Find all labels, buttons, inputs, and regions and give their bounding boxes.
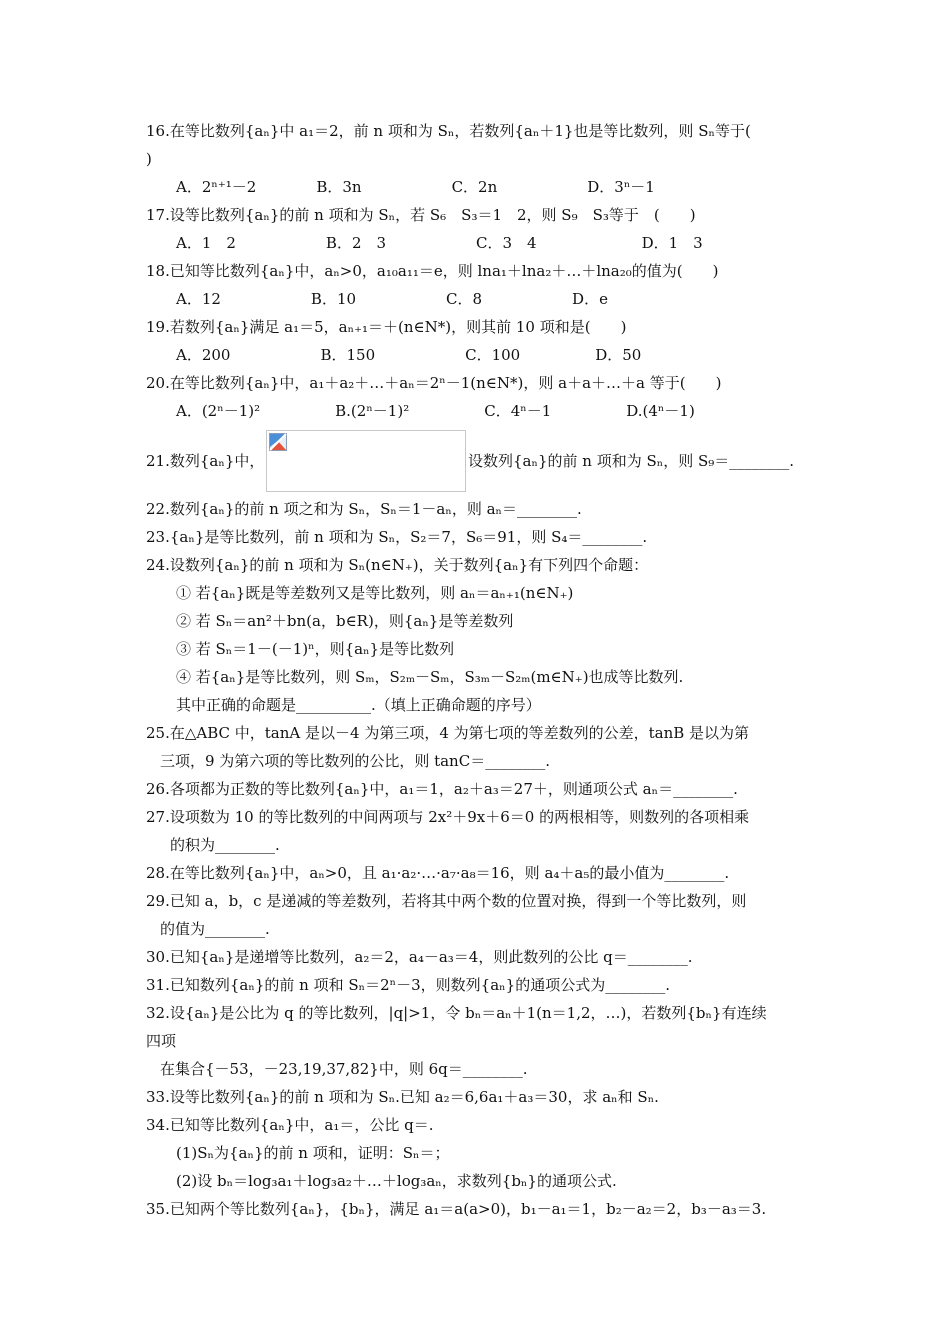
line-32-cont-1: 四项 xyxy=(146,1032,177,1050)
line-31: 31.已知数列{aₙ}的前 n 项和 Sₙ＝2ⁿ－3，则数列{aₙ}的通项公式为________. xyxy=(146,976,670,994)
line-17: 17.设等比数列{aₙ}的前 n 项和为 Sₙ，若 S₆ S₃＝1 2，则 S₉ S₃等于 ( ) xyxy=(146,206,696,224)
broken-image-icon xyxy=(269,433,287,451)
line-18: 18.已知等比数列{aₙ}中，aₙ>0，a₁₀a₁₁＝e，则 lna₁＋lna₂＋…＋lna₂₀的值为( ) xyxy=(146,262,719,280)
line-26: 26.各项都为正数的等比数列{aₙ}中，a₁＝1，a₂＋a₃＝27＋，则通项公式 aₙ＝________. xyxy=(146,780,738,798)
line-20-options: A．(2ⁿ－1)² B.(2ⁿ－1)² C．4ⁿ－1 D.(4ⁿ－1) xyxy=(176,402,695,420)
line-27: 27.设项数为 10 的等比数列的中间两项与 2x²＋9x＋6＝0 的两根相等，则数列的各项相乘 xyxy=(146,808,750,826)
line-23: 23.{aₙ}是等比数列，前 n 项和为 Sₙ，S₂＝7，S₆＝91，则 S₄＝________. xyxy=(146,528,648,546)
line-29: 29.已知 a，b，c 是递减的等差数列，若将其中两个数的位置对换，得到一个等比数列，则 xyxy=(146,892,747,910)
line-19-options: A．200 B．150 C．100 D．50 xyxy=(176,346,642,364)
line-29-cont: 的值为________. xyxy=(160,920,270,938)
formula-image-placeholder xyxy=(266,430,466,492)
line-30: 30.已知{aₙ}是递增等比数列，a₂＝2，a₄－a₃＝4，则此数列的公比 q＝________. xyxy=(146,948,693,966)
line-24-answer: 其中正确的命题是__________.（填上正确命题的序号） xyxy=(176,696,541,714)
line-35: 35.已知两个等比数列{aₙ}，{bₙ}，满足 a₁＝a(a>0)，b₁－a₁＝1，b₂－a₂＝2，b₃－a₃＝3. xyxy=(146,1200,767,1218)
line-34-part-2: (2)设 bₙ＝log₃a₁＋log₃a₂＋…＋log₃aₙ，求数列{bₙ}的通项公式. xyxy=(176,1172,617,1190)
line-21-end: 设数列{aₙ}的前 n 项和为 Sₙ，则 S₉＝________. xyxy=(468,452,795,470)
line-33: 33.设等比数列{aₙ}的前 n 项和为 Sₙ.已知 a₂＝6,6a₁＋a₃＝30，求 aₙ和 Sₙ. xyxy=(146,1088,659,1106)
line-24-prop-3: ③ 若 Sₙ＝1－(－1)ⁿ，则{aₙ}是等比数列 xyxy=(176,640,455,658)
line-18-options: A．12 B．10 C．8 D．e xyxy=(176,290,608,308)
line-21-start: 21.数列{aₙ}中， xyxy=(146,452,265,470)
line-16-cont: ) xyxy=(146,150,152,168)
line-20: 20.在等比数列{aₙ}中，a₁＋a₂＋…＋aₙ＝2ⁿ－1(n∈N*)，则 a＋a＋…＋a 等于( ) xyxy=(146,374,722,392)
line-25: 25.在△ABC 中，tanA 是以－4 为第三项，4 为第七项的等差数列的公差，tanB 是以为第 xyxy=(146,724,750,742)
line-19: 19.若数列{aₙ}满足 a₁＝5，aₙ₊₁＝＋(n∈N*)，则其前 10 项和是( ) xyxy=(146,318,627,336)
line-22: 22.数列{aₙ}的前 n 项之和为 Sₙ，Sₙ＝1－aₙ，则 aₙ＝________. xyxy=(146,500,582,518)
line-24-prop-4: ④ 若{aₙ}是等比数列，则 Sₘ，S₂ₘ－Sₘ，S₃ₘ－S₂ₘ(m∈N₊)也成等比数列. xyxy=(176,668,684,686)
line-24: 24.设数列{aₙ}的前 n 项和为 Sₙ(n∈N₊)，关于数列{aₙ}有下列四个命题： xyxy=(146,556,649,574)
line-24-prop-2: ② 若 Sₙ＝an²＋bn(a，b∈R)，则{aₙ}是等差数列 xyxy=(176,612,514,630)
line-16-options: A．2ⁿ⁺¹－2 B．3n C．2n D．3ⁿ－1 xyxy=(176,178,655,196)
line-32-cont-2: 在集合{－53，－23,19,37,82}中，则 6q＝________. xyxy=(160,1060,528,1078)
line-32: 32.设{aₙ}是公比为 q 的等比数列，|q|>1，令 bₙ＝aₙ＋1(n＝1,2，…)，若数列{bₙ}有连续 xyxy=(146,1004,767,1022)
line-27-cont: 的积为________. xyxy=(170,836,280,854)
line-34: 34.已知等比数列{aₙ}中，a₁＝，公比 q＝. xyxy=(146,1116,434,1134)
line-17-options: A．1 2 B．2 3 C．3 4 D．1 3 xyxy=(176,234,703,252)
line-34-part-1: (1)Sₙ为{aₙ}的前 n 项和，证明：Sₙ＝； xyxy=(176,1144,450,1162)
line-25-cont: 三项，9 为第六项的等比数列的公比，则 tanC＝________. xyxy=(160,752,550,770)
line-24-prop-1: ① 若{aₙ}既是等差数列又是等比数列，则 aₙ＝aₙ₊₁(n∈N₊) xyxy=(176,584,574,602)
line-28: 28.在等比数列{aₙ}中，aₙ>0，且 a₁·a₂·…·a₇·a₈＝16，则 a₄＋a₅的最小值为________. xyxy=(146,864,730,882)
line-16: 16.在等比数列{aₙ}中 a₁＝2，前 n 项和为 Sₙ，若数列{aₙ＋1}也是等比数列，则 Sₙ等于( xyxy=(146,122,751,140)
